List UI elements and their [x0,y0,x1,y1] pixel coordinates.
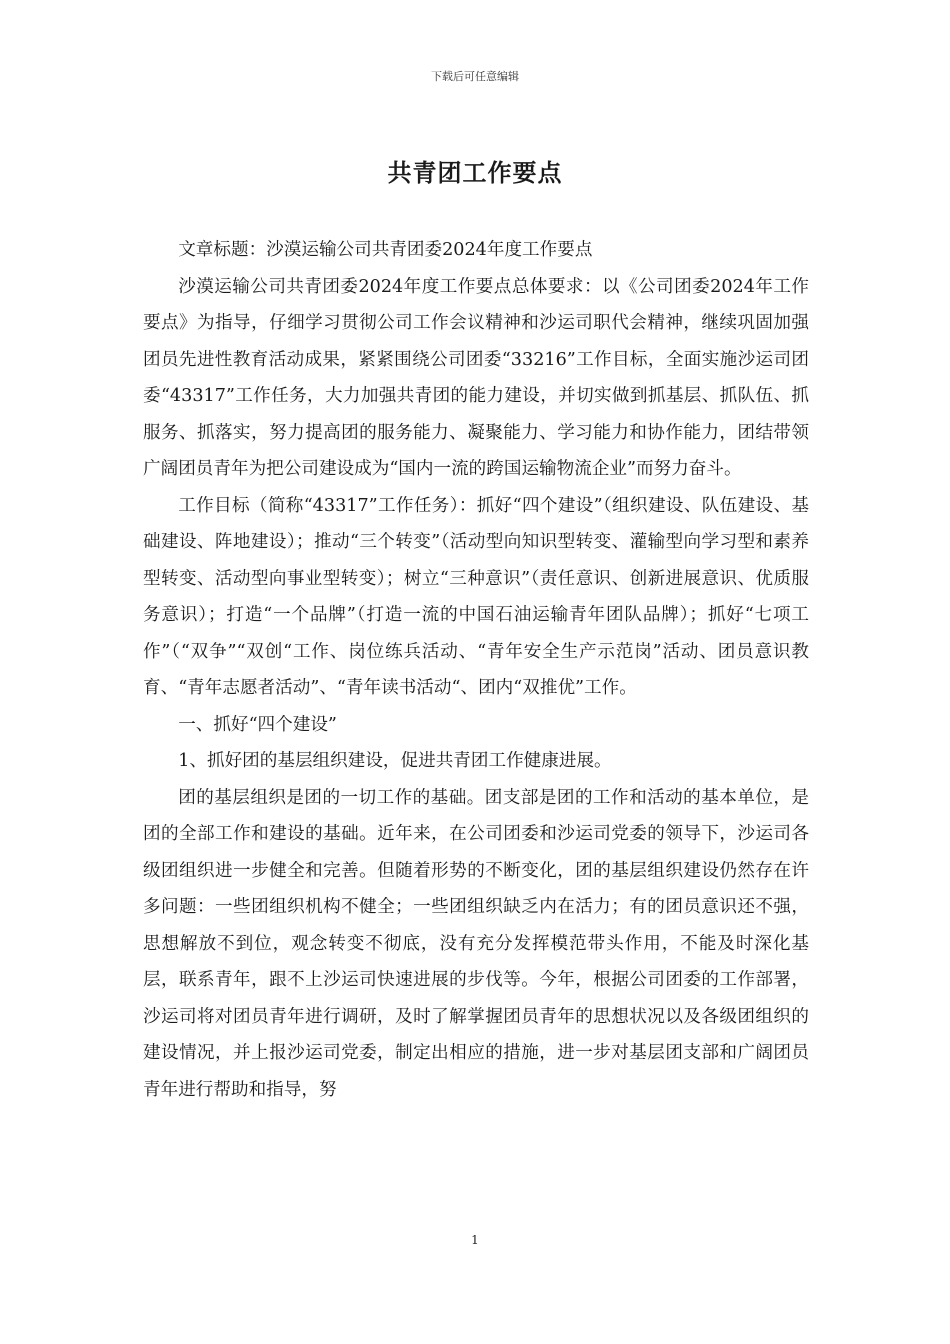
page-number: 1 [471,1233,479,1247]
subsection-heading-1: 1、抓好团的基层组织建设，促进共青团工作健康进展。 [178,751,612,771]
section-heading-1: 一、抓好“四个建设” [178,714,337,735]
grassroots-paragraph: 团的基层组织是团的一切工作的基础。团支部是团的工作和活动的基本单位，是团的全部工作和建设的基础。近年来，在公司团委和沙运司党委的领导下，沙运司各级团组织进一步健全和完善。但随着形势的不断变化，团的基层组织建设仍然存在许多问题：一些团组织机构不健全；一些团组织缺乏内在活力；有的团员意识还不强，思想解放不到位，观念转变不彻底，没有充分发挥模范带头作用，不能及时深化基层，联系青年，跟不上沙运司快速进展的步伐等。今年，根据公司团委的工作部署，沙运司将对团员青年进行调研，及时了解掌握团员青年的思想状况以及各级团组织的建设情况，并上报沙运司党委，制定出相应的措施，进一步对基层团支部和广阔团员青年进行帮助和指导，努 [143,787,809,1100]
article-title-line: 文章标题：沙漠运输公司共青团委2024年度工作要点 [178,240,593,260]
page-header-note: 下载后可任意编辑 [431,70,519,83]
document-title: 共青团工作要点 [387,158,563,187]
document-body [143,232,809,1108]
overall-requirements-paragraph: 沙漠运输公司共青团委2024年度工作要点总体要求：以《公司团委2024年工作要点》为指导，仔细学习贯彻公司工作会议精神和沙运司职代会精神，继续巩固加强团员先进性教育活动成果，紧紧围绕公司团委“33216”工作目标，全面实施沙运司团委“43317”工作任务，大力加强共青团的能力建设，并切实做到抓基层、抓队伍、抓服务、抓落实，努力提高团的服务能力、凝聚能力、学习能力和协作能力，团结带领广阔团员青年为把公司建设成为“国内一流的跨国运输物流企业”而努力奋斗。 [143,276,809,479]
work-goals-paragraph: 工作目标（简称“43317”工作任务）：抓好“四个建设”（组织建设、队伍建设、基础建设、阵地建设）；推动“三个转变”（活动型向知识型转变、灌输型向学习型和素养型转变、活动型向事业型转变）；树立“三种意识”（责任意识、创新进展意识、优质服务意识）；打造“一个品牌”（打造一流的中国石油运输青年团队品牌）；抓好“七项工作”（“双争”“双创“工作、岗位练兵活动、“青年安全生产示范岗”活动、团员意识教育、“青年志愿者活动”、“青年读书活动“、团内“双推优”工作。 [143,495,809,698]
